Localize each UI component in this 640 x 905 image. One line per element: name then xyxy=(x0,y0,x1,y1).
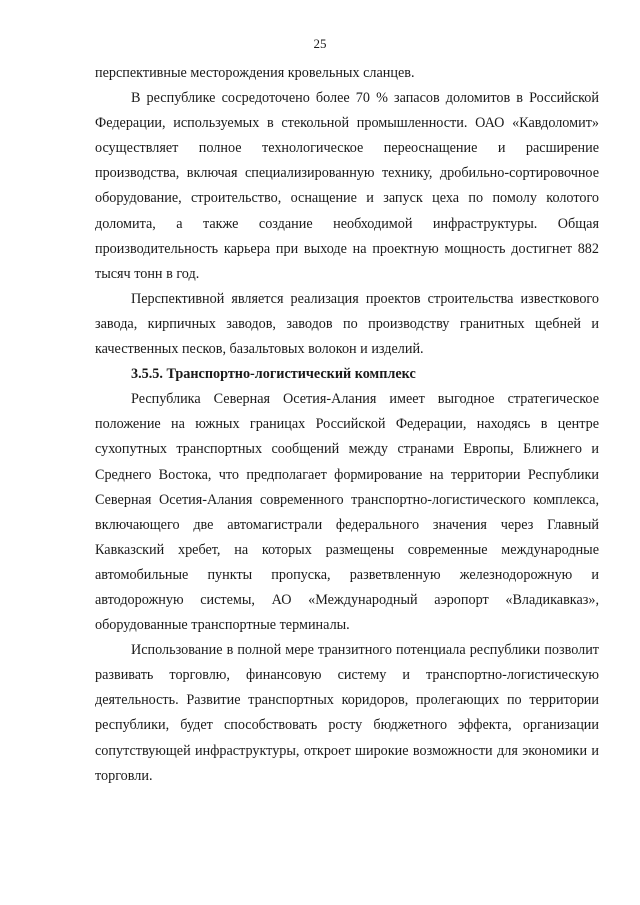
paragraph-construction-projects: Перспективной является реализация проектов строительства известкового завода, кирпичных заводов, заводов по производству гранитных щебней и качественных песков, базальтовых волокон и изделий. xyxy=(95,290,599,358)
paragraph-strategic-position: Республика Северная Осетия-Алания имеет выгодное стратегическое положение на южных границах Российской Федерации, находясь в центре сухопутных транспортных сообщений между странами Европы, Ближнего и Среднего Востока, что предполагает формирование на территории Республики Северная Осетия-Алания современного транспортно-логистического комплекса, включающего две автомагистрали федерального значения через Главный Кавказский хребет, на которых размещены современные международные автомобильные пункты пропуска, разветвленную железнодорожную и автодорожную системы, АО «Международный аэропорт «Владикавказ», оборудованные транспортные терминалы. xyxy=(95,391,599,634)
paragraph-dolomite-reserves: В республике сосредоточено более 70 % запасов доломитов в Российской Федерации, используемых в стекольной промышленности. ОАО «Кавдоломит» осуществляет полное технологическое переоснащение и расширение производства, включая специализированную технику, дробильно-сортировочное оборудование, строительство, оснащение и запуск цеха по помолу колотого доломита, а также создание необходимой инфраструктуры. Общая производительность карьера при выходе на проектную мощность достигнет 882 тысяч тонн в год. xyxy=(95,90,599,282)
body-text xyxy=(95,61,599,789)
paragraph-shale-deposits: перспективные месторождения кровельных сланцев. xyxy=(95,65,415,81)
page-number: 25 xyxy=(313,36,327,51)
paragraph-transit-potential: Использование в полной мере транзитного потенциала республики позволит развивать торговлю, финансовую систему и транспортно-логистическую деятельность. Развитие транспортных коридоров, пролегающих по территории республики, будет способствовать росту бюджетного эффекта, организации сопутствующей инфраструктуры, откроет широкие возможности для экономики и торговли. xyxy=(95,642,599,784)
section-heading: 3.5.5. Транспортно-логистический комплекс xyxy=(131,366,416,383)
